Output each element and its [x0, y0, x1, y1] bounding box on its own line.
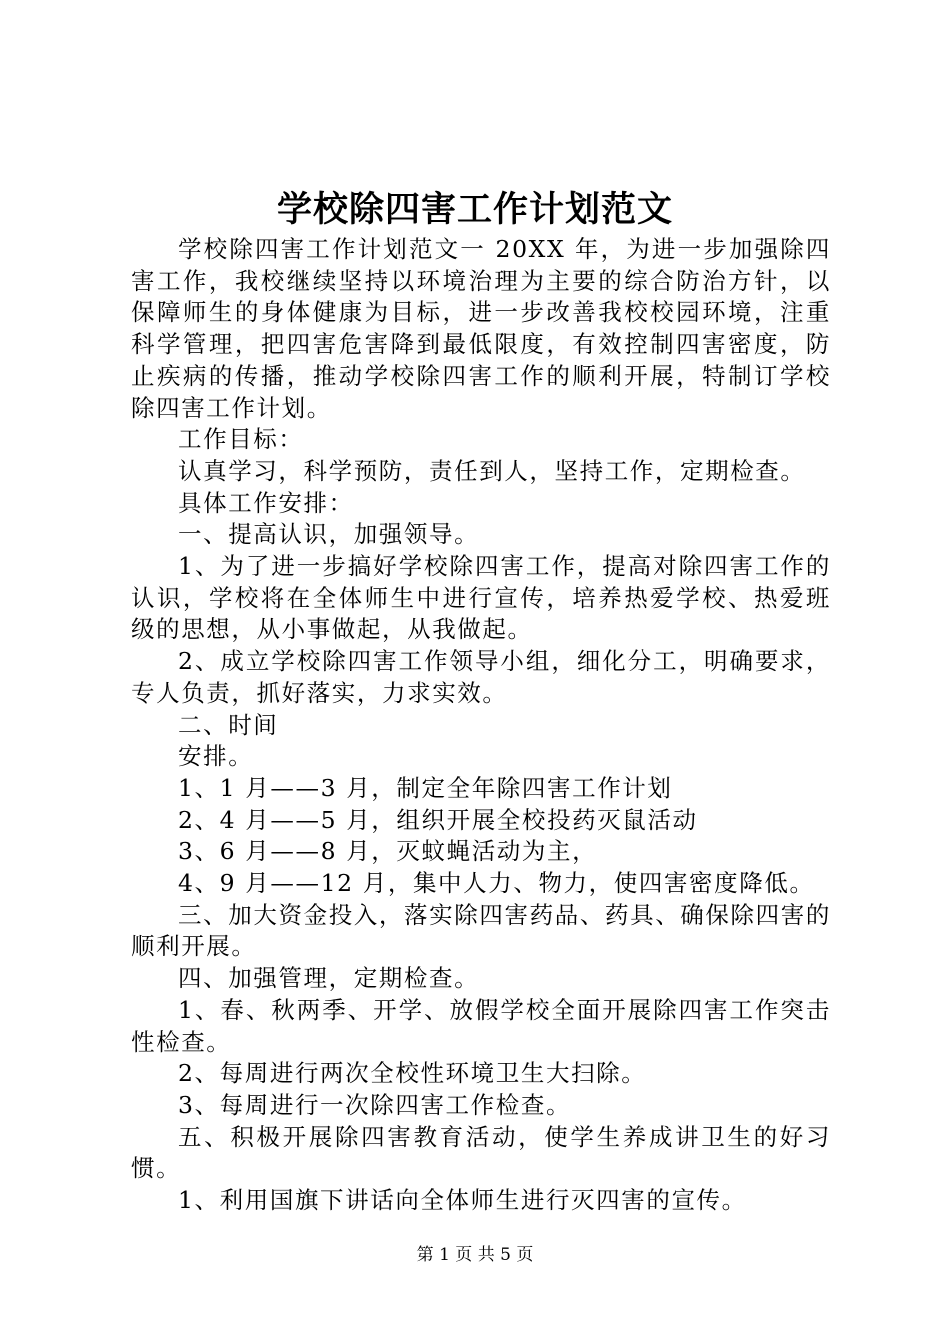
paragraph-schedule-2: 2、4 月——5 月，组织开展全校投药灭鼠活动 — [178, 805, 698, 834]
page-number-footer: 第 1 页 共 5 页 — [416, 1245, 534, 1265]
document-title: 学校除四害工作计划范文 — [276, 189, 673, 230]
paragraph-section-4-item-3: 3、每周进行一次除四害工作检查。 — [178, 1090, 572, 1119]
paragraph-goal-heading: 工作目标： — [178, 425, 304, 454]
paragraph-section-5-heading: 五、积极开展除四害教育活动，使学生养成讲卫生的好习惯。 — [131, 1122, 831, 1183]
paragraph-section-4-item-1: 1、春、秋两季、开学、放假学校全面开展除四害工作突击性检查。 — [131, 995, 831, 1056]
paragraph-intro: 学校除四害工作计划范文一 20XX 年，为进一步加强除四害工作，我校继续坚持以环境治理为主要的综合防治方针，以保障师生的身体健康为目标，进一步改善我校校园环境，注重科学管理，把四害危害降到最低限度，有效控制四害密度，防止疾病的传播，推动学校除四害工作的顺利开展，特制订学校除四害工作计划。 — [131, 235, 831, 422]
document-body — [131, 234, 831, 1217]
paragraph-section-1-item-1: 1、为了进一步搞好学校除四害工作，提高对除四害工作的认识，学校将在全体师生中进行宣传，培养热爱学校、热爱班级的思想，从小事做起，从我做起。 — [131, 552, 831, 644]
paragraph-section-1-heading: 一、提高认识，加强领导。 — [178, 520, 480, 549]
paragraph-section-4-item-2: 2、每周进行两次全校性环境卫生大扫除。 — [178, 1059, 647, 1088]
paragraph-goal: 认真学习，科学预防，责任到人，坚持工作，定期检查。 — [178, 456, 806, 485]
paragraph-schedule-1: 1、1 月——3 月，制定全年除四害工作计划 — [178, 773, 673, 802]
paragraph-section-2-sub: 安排。 — [178, 742, 254, 771]
paragraph-section-1-item-2: 2、成立学校除四害工作领导小组，细化分工，明确要求，专人负责，抓好落实，力求实效。 — [131, 647, 831, 707]
paragraph-section-4-heading: 四、加强管理，定期检查。 — [178, 964, 480, 993]
paragraph-arrangement-heading: 具体工作安排： — [178, 488, 354, 517]
paragraph-section-5-item-1: 1、利用国旗下讲话向全体师生进行灭四害的宣传。 — [178, 1186, 747, 1215]
paragraph-section-3: 三、加大资金投入，落实除四害药品、药具、确保除四害的顺利开展。 — [131, 900, 831, 961]
paragraph-schedule-4: 4、9 月——12 月，集中人力、物力，使四害密度降低。 — [178, 869, 815, 898]
paragraph-section-2-heading: 二、时间 — [178, 710, 279, 739]
paragraph-schedule-3: 3、6 月——8 月，灭蚊蝇活动为主， — [178, 837, 598, 866]
